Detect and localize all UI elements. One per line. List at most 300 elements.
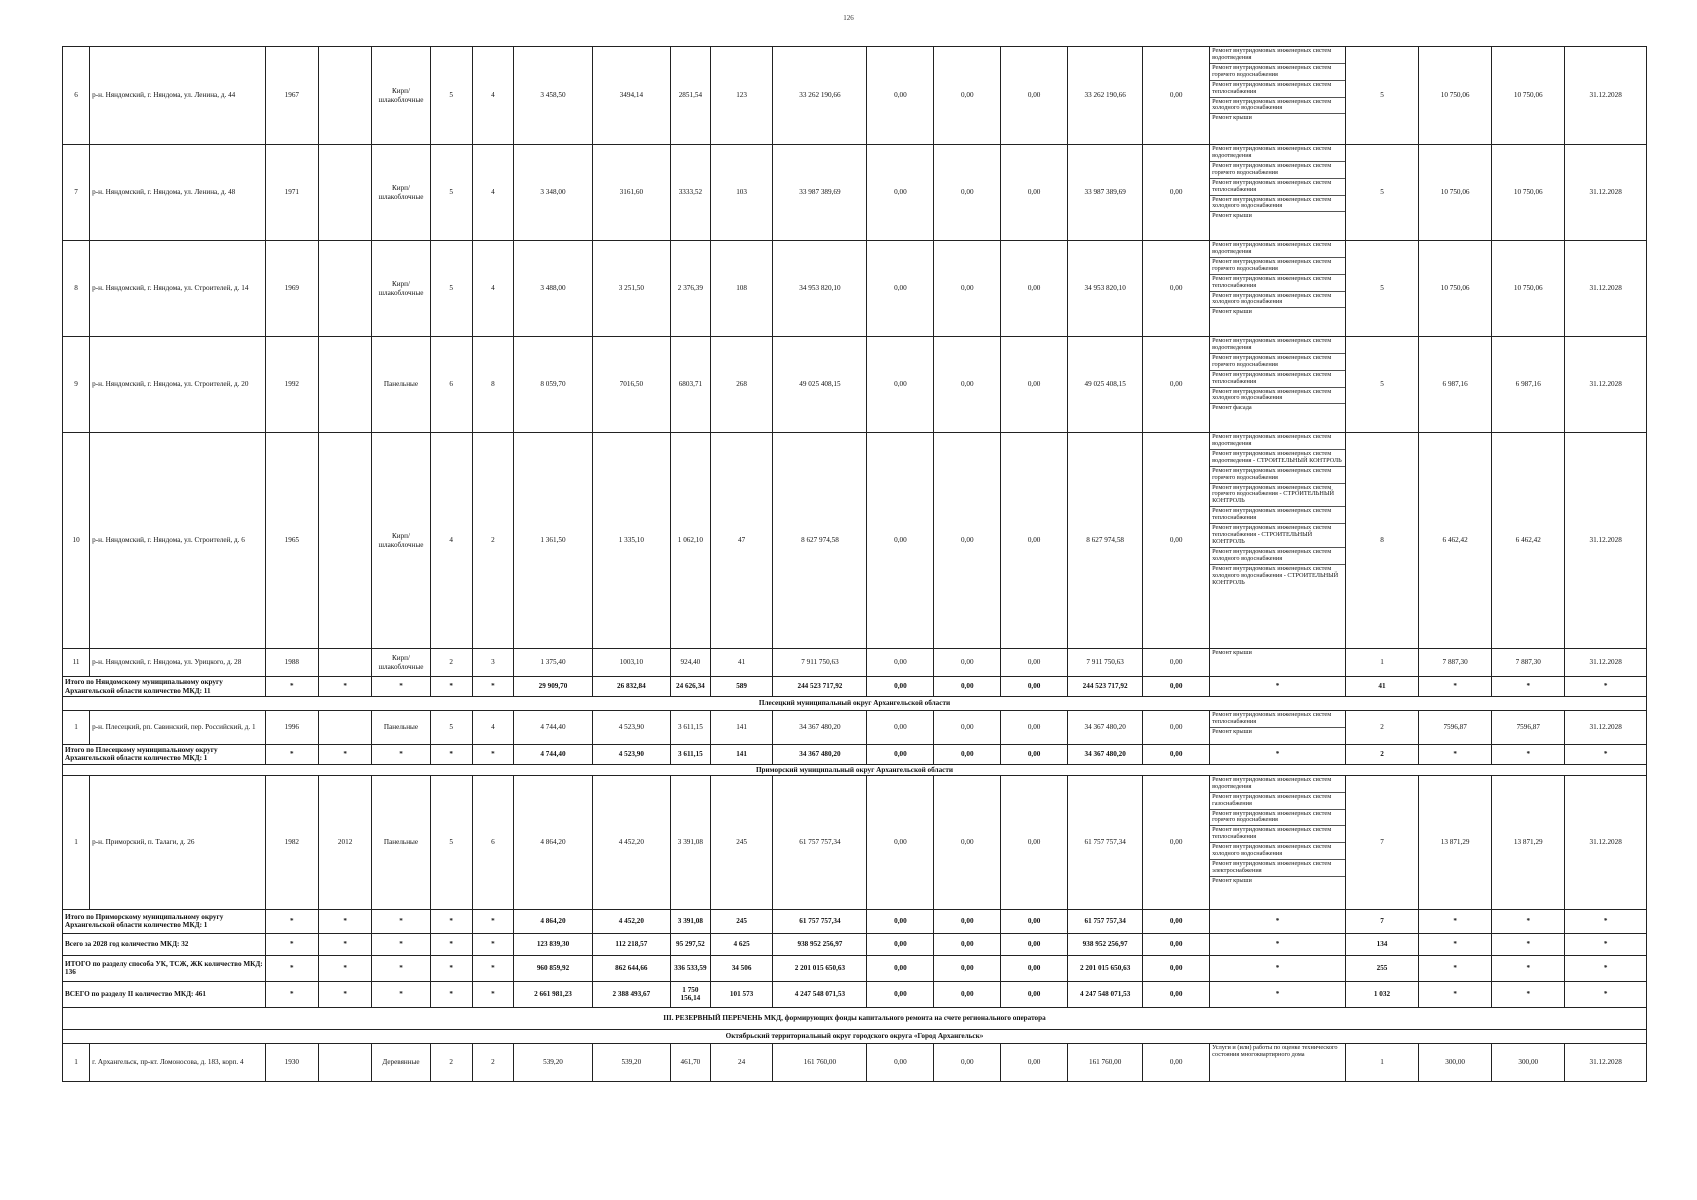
entrances: 3 <box>472 649 514 677</box>
completion-date: 31.12.2028 <box>1565 47 1647 145</box>
address: р-н. Няндомский, г. Няндома, ул. Урицкого, д. 28 <box>90 649 266 677</box>
row-number: 1 <box>63 1043 90 1081</box>
work-item: Ремонт внутридомовых инженерных систем теплоснабжения <box>1210 371 1345 388</box>
residents: 123 <box>710 47 773 145</box>
subtotal-area_res: 112 218,57 <box>592 933 670 955</box>
fund-regional: 0,00 <box>934 711 1001 745</box>
unit-cost: 7 887,30 <box>1419 649 1492 677</box>
fund-owners: 61 757 757,34 <box>1068 775 1143 909</box>
placeholder-star: * <box>472 745 514 765</box>
subtotal-people: 101 573 <box>710 981 773 1007</box>
table-row <box>63 433 1647 649</box>
wall-material: Кирп/ шлакоблочные <box>372 433 431 649</box>
placeholder-star: * <box>1565 745 1647 765</box>
address: р-н. Плесецкий, рп. Савинский, пер. Российский, д. 1 <box>90 711 266 745</box>
repair-cost: 34 953 820,10 <box>773 241 867 337</box>
placeholder-star: * <box>1492 677 1565 697</box>
work-item: Ремонт внутридомовых инженерных систем горячего водоснабжения <box>1210 467 1345 484</box>
subtotal-row <box>63 677 1647 697</box>
fund-other: 0,00 <box>1143 241 1210 337</box>
fund-federal: 0,00 <box>867 711 934 745</box>
premises-area: 3 251,50 <box>592 241 670 337</box>
subtotal-f1: 0,00 <box>867 745 934 765</box>
fund-regional: 0,00 <box>934 1043 1001 1081</box>
fund-regional: 0,00 <box>934 241 1001 337</box>
fund-other: 0,00 <box>1143 433 1210 649</box>
subtotal-f1: 0,00 <box>867 981 934 1007</box>
max-cost: 7596,87 <box>1492 711 1565 745</box>
fund-federal: 0,00 <box>867 649 934 677</box>
work-item: Ремонт внутридомовых инженерных систем горячего водоснабжения <box>1210 810 1345 827</box>
floors: 5 <box>430 711 472 745</box>
works-list <box>1210 241 1346 337</box>
reconstruction-year: 2012 <box>318 775 371 909</box>
subtotal-f5: 0,00 <box>1143 677 1210 697</box>
works-list <box>1210 47 1346 145</box>
work-item: Ремонт внутридомовых инженерных систем водоотведения <box>1210 433 1345 450</box>
subtotal-f1: 0,00 <box>867 677 934 697</box>
address: г. Архангельск, пр-кт. Ломоносова, д. 183, корп. 4 <box>90 1043 266 1081</box>
works-list <box>1210 145 1346 241</box>
work-item: Ремонт внутридомовых инженерных систем горячего водоснабжения <box>1210 162 1345 179</box>
works-list <box>1210 337 1346 433</box>
fund-owners: 8 627 974,58 <box>1068 433 1143 649</box>
wall-material: Кирп/ шлакоблочные <box>372 47 431 145</box>
max-cost: 10 750,06 <box>1492 145 1565 241</box>
subtotal-row <box>63 933 1647 955</box>
living-area: 3333,52 <box>671 145 711 241</box>
subtotal-area_res: 4 523,90 <box>592 745 670 765</box>
row-number: 7 <box>63 145 90 241</box>
placeholder-star: * <box>318 981 371 1007</box>
fund-owners: 33 987 389,69 <box>1068 145 1143 241</box>
placeholder-star: * <box>472 981 514 1007</box>
placeholder-star: * <box>372 745 431 765</box>
works-count: 5 <box>1345 47 1418 145</box>
subtotal-f3: 0,00 <box>1001 909 1068 933</box>
subtotal-f5: 0,00 <box>1143 955 1210 981</box>
subtotal-f2: 0,00 <box>934 981 1001 1007</box>
work-item: Ремонт внутридомовых инженерных систем теплоснабжения <box>1210 179 1345 196</box>
subtotal-f2: 0,00 <box>934 955 1001 981</box>
subtotal-people: 141 <box>710 745 773 765</box>
unit-cost: 6 987,16 <box>1419 337 1492 433</box>
entrances: 4 <box>472 711 514 745</box>
works-list <box>1210 649 1346 677</box>
fund-federal: 0,00 <box>867 241 934 337</box>
placeholder-star: * <box>1492 981 1565 1007</box>
subtotal-f1: 0,00 <box>867 933 934 955</box>
residents: 24 <box>710 1043 773 1081</box>
floors: 4 <box>430 433 472 649</box>
work-item: Ремонт внутридомовых инженерных систем холодного водоснабжения <box>1210 98 1345 115</box>
fund-other: 0,00 <box>1143 649 1210 677</box>
living-area: 3 611,15 <box>671 711 711 745</box>
subtotal-count: 7 <box>1345 909 1418 933</box>
subtotal-area: 29 909,70 <box>514 677 592 697</box>
fund-local: 0,00 <box>1001 1043 1068 1081</box>
placeholder-star: * <box>318 745 371 765</box>
total-area: 3 458,50 <box>514 47 592 145</box>
residents: 47 <box>710 433 773 649</box>
work-item: Ремонт крыши <box>1212 727 1252 735</box>
build-year: 1982 <box>265 775 318 909</box>
address: р-н. Няндомский, г. Няндома, ул. Строителей, д. 14 <box>90 241 266 337</box>
subtotal-area_res: 862 644,66 <box>592 955 670 981</box>
fund-other: 0,00 <box>1143 1043 1210 1081</box>
build-year: 1965 <box>265 433 318 649</box>
total-area: 1 361,50 <box>514 433 592 649</box>
table-row <box>63 649 1647 677</box>
floors: 5 <box>430 47 472 145</box>
premises-area: 539,20 <box>592 1043 670 1081</box>
max-cost: 10 750,06 <box>1492 241 1565 337</box>
completion-date: 31.12.2028 <box>1565 433 1647 649</box>
placeholder-star: * <box>1419 955 1492 981</box>
entrances: 4 <box>472 145 514 241</box>
work-item: Ремонт внутридомовых инженерных систем горячего водоснабжения <box>1210 258 1345 275</box>
subtotal-people: 245 <box>710 909 773 933</box>
subtotal-f5: 0,00 <box>1143 745 1210 765</box>
subtotal-f1: 0,00 <box>867 909 934 933</box>
section-title: Плесецкий муниципальный округ Архангельской области <box>63 697 1647 711</box>
section-header-row <box>63 764 1647 775</box>
placeholder-star: * <box>1492 933 1565 955</box>
subtotal-f4: 61 757 757,34 <box>1068 909 1143 933</box>
work-item: Ремонт внутридомовых инженерных систем горячего водоснабжения - СТРОИТЕЛЬНЫЙ КОНТРОЛЬ <box>1210 484 1345 508</box>
fund-other: 0,00 <box>1143 775 1210 909</box>
work-item: Ремонт внутридомовых инженерных систем теплоснабжения <box>1210 275 1345 292</box>
fund-local: 0,00 <box>1001 337 1068 433</box>
unit-cost: 300,00 <box>1419 1043 1492 1081</box>
placeholder-star: * <box>1492 955 1565 981</box>
fund-other: 0,00 <box>1143 711 1210 745</box>
placeholder-star: * <box>430 677 472 697</box>
unit-cost: 13 871,29 <box>1419 775 1492 909</box>
subtotal-label: Всего за 2028 год количество МКД: 32 <box>63 933 266 955</box>
unit-cost: 10 750,06 <box>1419 241 1492 337</box>
works-count: 5 <box>1345 337 1418 433</box>
max-cost: 300,00 <box>1492 1043 1565 1081</box>
placeholder-star: * <box>1210 745 1346 765</box>
premises-area: 1 335,10 <box>592 433 670 649</box>
subtotal-area_liv: 3 611,15 <box>671 745 711 765</box>
work-item: Ремонт внутридомовых инженерных систем горячего водоснабжения <box>1210 354 1345 371</box>
subtotal-people: 589 <box>710 677 773 697</box>
placeholder-star: * <box>318 909 371 933</box>
entrances: 8 <box>472 337 514 433</box>
subtotal-cost: 4 247 548 071,53 <box>773 981 867 1007</box>
subtotal-count: 134 <box>1345 933 1418 955</box>
placeholder-star: * <box>318 955 371 981</box>
work-item: Ремонт внутридомовых инженерных систем теплоснабжения <box>1210 711 1345 728</box>
total-area: 4 744,40 <box>514 711 592 745</box>
wall-material: Панельные <box>372 775 431 909</box>
work-item: Ремонт внутридомовых инженерных систем теплоснабжения <box>1210 507 1345 524</box>
subtotal-people: 4 625 <box>710 933 773 955</box>
fund-owners: 49 025 408,15 <box>1068 337 1143 433</box>
fund-local: 0,00 <box>1001 433 1068 649</box>
fund-local: 0,00 <box>1001 711 1068 745</box>
reconstruction-year <box>318 241 371 337</box>
living-area: 2 376,39 <box>671 241 711 337</box>
reconstruction-year <box>318 337 371 433</box>
subtotal-area: 4 744,40 <box>514 745 592 765</box>
fund-federal: 0,00 <box>867 433 934 649</box>
work-item: Ремонт внутридомовых инженерных систем холодного водоснабжения <box>1210 292 1345 309</box>
subtotal-area_liv: 336 533,59 <box>671 955 711 981</box>
works-list <box>1210 711 1346 745</box>
placeholder-star: * <box>1565 955 1647 981</box>
repair-cost: 8 627 974,58 <box>773 433 867 649</box>
placeholder-star: * <box>472 933 514 955</box>
works-list <box>1210 1043 1346 1081</box>
residents: 108 <box>710 241 773 337</box>
subtotal-count: 2 <box>1345 745 1418 765</box>
placeholder-star: * <box>1210 955 1346 981</box>
work-item: Ремонт внутридомовых инженерных систем водоотведения <box>1210 145 1345 162</box>
work-item: Ремонт внутридомовых инженерных систем холодного водоснабжения <box>1210 388 1345 405</box>
work-item: Ремонт фасада <box>1212 404 1252 412</box>
subtotal-area: 4 864,20 <box>514 909 592 933</box>
placeholder-star: * <box>1565 677 1647 697</box>
wall-material: Кирп/ шлакоблочные <box>372 241 431 337</box>
works-count: 5 <box>1345 145 1418 241</box>
completion-date: 31.12.2028 <box>1565 145 1647 241</box>
section-title: III. РЕЗЕРВНЫЙ ПЕРЕЧЕНЬ МКД, формирующих фонды капитального ремонта на счете регионального оператора <box>63 1007 1647 1029</box>
fund-owners: 34 367 480,20 <box>1068 711 1143 745</box>
placeholder-star: * <box>1210 981 1346 1007</box>
placeholder-star: * <box>372 909 431 933</box>
placeholder-star: * <box>318 677 371 697</box>
entrances: 2 <box>472 433 514 649</box>
living-area: 6803,71 <box>671 337 711 433</box>
repair-cost: 7 911 750,63 <box>773 649 867 677</box>
subtotal-area_liv: 95 297,52 <box>671 933 711 955</box>
fund-federal: 0,00 <box>867 775 934 909</box>
work-item: Ремонт внутридомовых инженерных систем водоотведения <box>1210 47 1345 64</box>
placeholder-star: * <box>1210 677 1346 697</box>
max-cost: 6 462,42 <box>1492 433 1565 649</box>
work-item: Ремонт внутридомовых инженерных систем горячего водоснабжения <box>1210 64 1345 81</box>
build-year: 1992 <box>265 337 318 433</box>
floors: 6 <box>430 337 472 433</box>
subtotal-area_liv: 3 391,08 <box>671 909 711 933</box>
placeholder-star: * <box>1419 909 1492 933</box>
subtotal-f4: 244 523 717,92 <box>1068 677 1143 697</box>
work-item: Ремонт внутридомовых инженерных систем газоснабжения <box>1210 793 1345 810</box>
reconstruction-year <box>318 433 371 649</box>
work-item: Ремонт внутридомовых инженерных систем электроснабжения <box>1210 860 1345 877</box>
unit-cost: 10 750,06 <box>1419 47 1492 145</box>
section-header-row <box>63 1007 1647 1029</box>
work-item: Ремонт внутридомовых инженерных систем водоотведения <box>1210 241 1345 258</box>
subtotal-f2: 0,00 <box>934 745 1001 765</box>
completion-date: 31.12.2028 <box>1565 337 1647 433</box>
living-area: 2851,54 <box>671 47 711 145</box>
placeholder-star: * <box>1210 933 1346 955</box>
premises-area: 1003,10 <box>592 649 670 677</box>
total-area: 3 488,00 <box>514 241 592 337</box>
subtotal-label: Итого по Няндомскому муниципальному округу Архангельской области количество МКД: 11 <box>63 677 266 697</box>
work-item: Ремонт крыши <box>1212 649 1252 656</box>
row-number: 6 <box>63 47 90 145</box>
reconstruction-year <box>318 1043 371 1081</box>
table-row <box>63 241 1647 337</box>
unit-cost: 6 462,42 <box>1419 433 1492 649</box>
subtotal-area: 2 661 981,23 <box>514 981 592 1007</box>
living-area: 3 391,08 <box>671 775 711 909</box>
subtotal-f5: 0,00 <box>1143 981 1210 1007</box>
reconstruction-year <box>318 145 371 241</box>
subtotal-f4: 2 201 015 650,63 <box>1068 955 1143 981</box>
subtotal-area_res: 26 832,84 <box>592 677 670 697</box>
max-cost: 10 750,06 <box>1492 47 1565 145</box>
table-row <box>63 337 1647 433</box>
unit-cost: 7596,87 <box>1419 711 1492 745</box>
build-year: 1971 <box>265 145 318 241</box>
subtotal-label: ИТОГО по разделу способа УК, ТСЖ, ЖК количество МКД: 136 <box>63 955 266 981</box>
placeholder-star: * <box>472 955 514 981</box>
works-count: 5 <box>1345 241 1418 337</box>
build-year: 1988 <box>265 649 318 677</box>
fund-owners: 161 760,00 <box>1068 1043 1143 1081</box>
fund-regional: 0,00 <box>934 47 1001 145</box>
work-item: Ремонт крыши <box>1212 876 1252 884</box>
placeholder-star: * <box>265 745 318 765</box>
placeholder-star: * <box>1419 677 1492 697</box>
fund-federal: 0,00 <box>867 1043 934 1081</box>
subtotal-label: Итого по Приморскому муниципальному округу Архангельской области количество МКД: 1 <box>63 909 266 933</box>
placeholder-star: * <box>1419 933 1492 955</box>
subtotal-count: 41 <box>1345 677 1418 697</box>
work-item: Ремонт внутридомовых инженерных систем холодного водоснабжения - СТРОИТЕЛЬНЫЙ КОНТРОЛЬ <box>1212 564 1339 586</box>
entrances: 2 <box>472 1043 514 1081</box>
works-count: 2 <box>1345 711 1418 745</box>
address: р-н. Няндомский, г. Няндома, ул. Ленина, д. 48 <box>90 145 266 241</box>
build-year: 1996 <box>265 711 318 745</box>
total-area: 4 864,20 <box>514 775 592 909</box>
placeholder-star: * <box>372 981 431 1007</box>
subtotal-area: 123 839,30 <box>514 933 592 955</box>
fund-regional: 0,00 <box>934 145 1001 241</box>
section-header-row <box>63 1029 1647 1043</box>
completion-date: 31.12.2028 <box>1565 241 1647 337</box>
residents: 245 <box>710 775 773 909</box>
table-row <box>63 1043 1647 1081</box>
entrances: 4 <box>472 47 514 145</box>
fund-regional: 0,00 <box>934 433 1001 649</box>
fund-regional: 0,00 <box>934 649 1001 677</box>
premises-area: 4 523,90 <box>592 711 670 745</box>
subtotal-f2: 0,00 <box>934 933 1001 955</box>
subtotal-f4: 4 247 548 071,53 <box>1068 981 1143 1007</box>
subtotal-people: 34 506 <box>710 955 773 981</box>
residents: 103 <box>710 145 773 241</box>
subtotal-row <box>63 909 1647 933</box>
fund-local: 0,00 <box>1001 775 1068 909</box>
placeholder-star: * <box>265 909 318 933</box>
subtotal-cost: 244 523 717,92 <box>773 677 867 697</box>
max-cost: 13 871,29 <box>1492 775 1565 909</box>
total-area: 539,20 <box>514 1043 592 1081</box>
subtotal-f2: 0,00 <box>934 909 1001 933</box>
floors: 2 <box>430 649 472 677</box>
placeholder-star: * <box>430 981 472 1007</box>
total-area: 3 348,00 <box>514 145 592 241</box>
fund-owners: 7 911 750,63 <box>1068 649 1143 677</box>
living-area: 1 062,10 <box>671 433 711 649</box>
reconstruction-year <box>318 47 371 145</box>
premises-area: 3161,60 <box>592 145 670 241</box>
subtotal-row <box>63 745 1647 765</box>
table-row <box>63 775 1647 909</box>
fund-owners: 34 953 820,10 <box>1068 241 1143 337</box>
row-number: 11 <box>63 649 90 677</box>
premises-area: 7016,50 <box>592 337 670 433</box>
wall-material: Кирп/ шлакоблочные <box>372 649 431 677</box>
floors: 2 <box>430 1043 472 1081</box>
work-item: Ремонт внутридомовых инженерных систем водоотведения - СТРОИТЕЛЬНЫЙ КОНТРОЛЬ <box>1210 450 1345 467</box>
living-area: 461,70 <box>671 1043 711 1081</box>
placeholder-star: * <box>1210 909 1346 933</box>
subtotal-area_res: 4 452,20 <box>592 909 670 933</box>
fund-federal: 0,00 <box>867 145 934 241</box>
works-count: 1 <box>1345 1043 1418 1081</box>
completion-date: 31.12.2028 <box>1565 775 1647 909</box>
build-year: 1930 <box>265 1043 318 1081</box>
fund-other: 0,00 <box>1143 47 1210 145</box>
works-count: 8 <box>1345 433 1418 649</box>
row-number: 1 <box>63 775 90 909</box>
works-count: 1 <box>1345 649 1418 677</box>
placeholder-star: * <box>318 933 371 955</box>
subtotal-f5: 0,00 <box>1143 933 1210 955</box>
fund-local: 0,00 <box>1001 47 1068 145</box>
subtotal-cost: 61 757 757,34 <box>773 909 867 933</box>
subtotal-row <box>63 955 1647 981</box>
works-list <box>1210 775 1346 909</box>
table-row <box>63 47 1647 145</box>
section-header-row <box>63 697 1647 711</box>
address: р-н. Приморский, п. Талаги, д. 26 <box>90 775 266 909</box>
subtotal-cost: 34 367 480,20 <box>773 745 867 765</box>
works-list <box>1210 433 1346 649</box>
work-item: Ремонт внутридомовых инженерных систем водоотведения <box>1210 337 1345 354</box>
wall-material: Панельные <box>372 337 431 433</box>
subtotal-row <box>63 981 1647 1007</box>
placeholder-star: * <box>265 981 318 1007</box>
row-number: 10 <box>63 433 90 649</box>
floors: 5 <box>430 775 472 909</box>
work-item: Ремонт крыши <box>1212 308 1252 316</box>
address: р-н. Няндомский, г. Няндома, ул. Строителей, д. 20 <box>90 337 266 433</box>
subtotal-area_res: 2 388 493,67 <box>592 981 670 1007</box>
placeholder-star: * <box>1565 933 1647 955</box>
placeholder-star: * <box>1419 981 1492 1007</box>
table-row <box>63 145 1647 241</box>
work-item: Ремонт внутридомовых инженерных систем теплоснабжения <box>1210 826 1345 843</box>
repair-cost: 61 757 757,34 <box>773 775 867 909</box>
repair-cost: 34 367 480,20 <box>773 711 867 745</box>
placeholder-star: * <box>430 933 472 955</box>
subtotal-label: ВСЕГО по разделу II количество МКД: 461 <box>63 981 266 1007</box>
row-number: 1 <box>63 711 90 745</box>
subtotal-count: 1 032 <box>1345 981 1418 1007</box>
placeholder-star: * <box>372 933 431 955</box>
subtotal-f3: 0,00 <box>1001 677 1068 697</box>
living-area: 924,40 <box>671 649 711 677</box>
